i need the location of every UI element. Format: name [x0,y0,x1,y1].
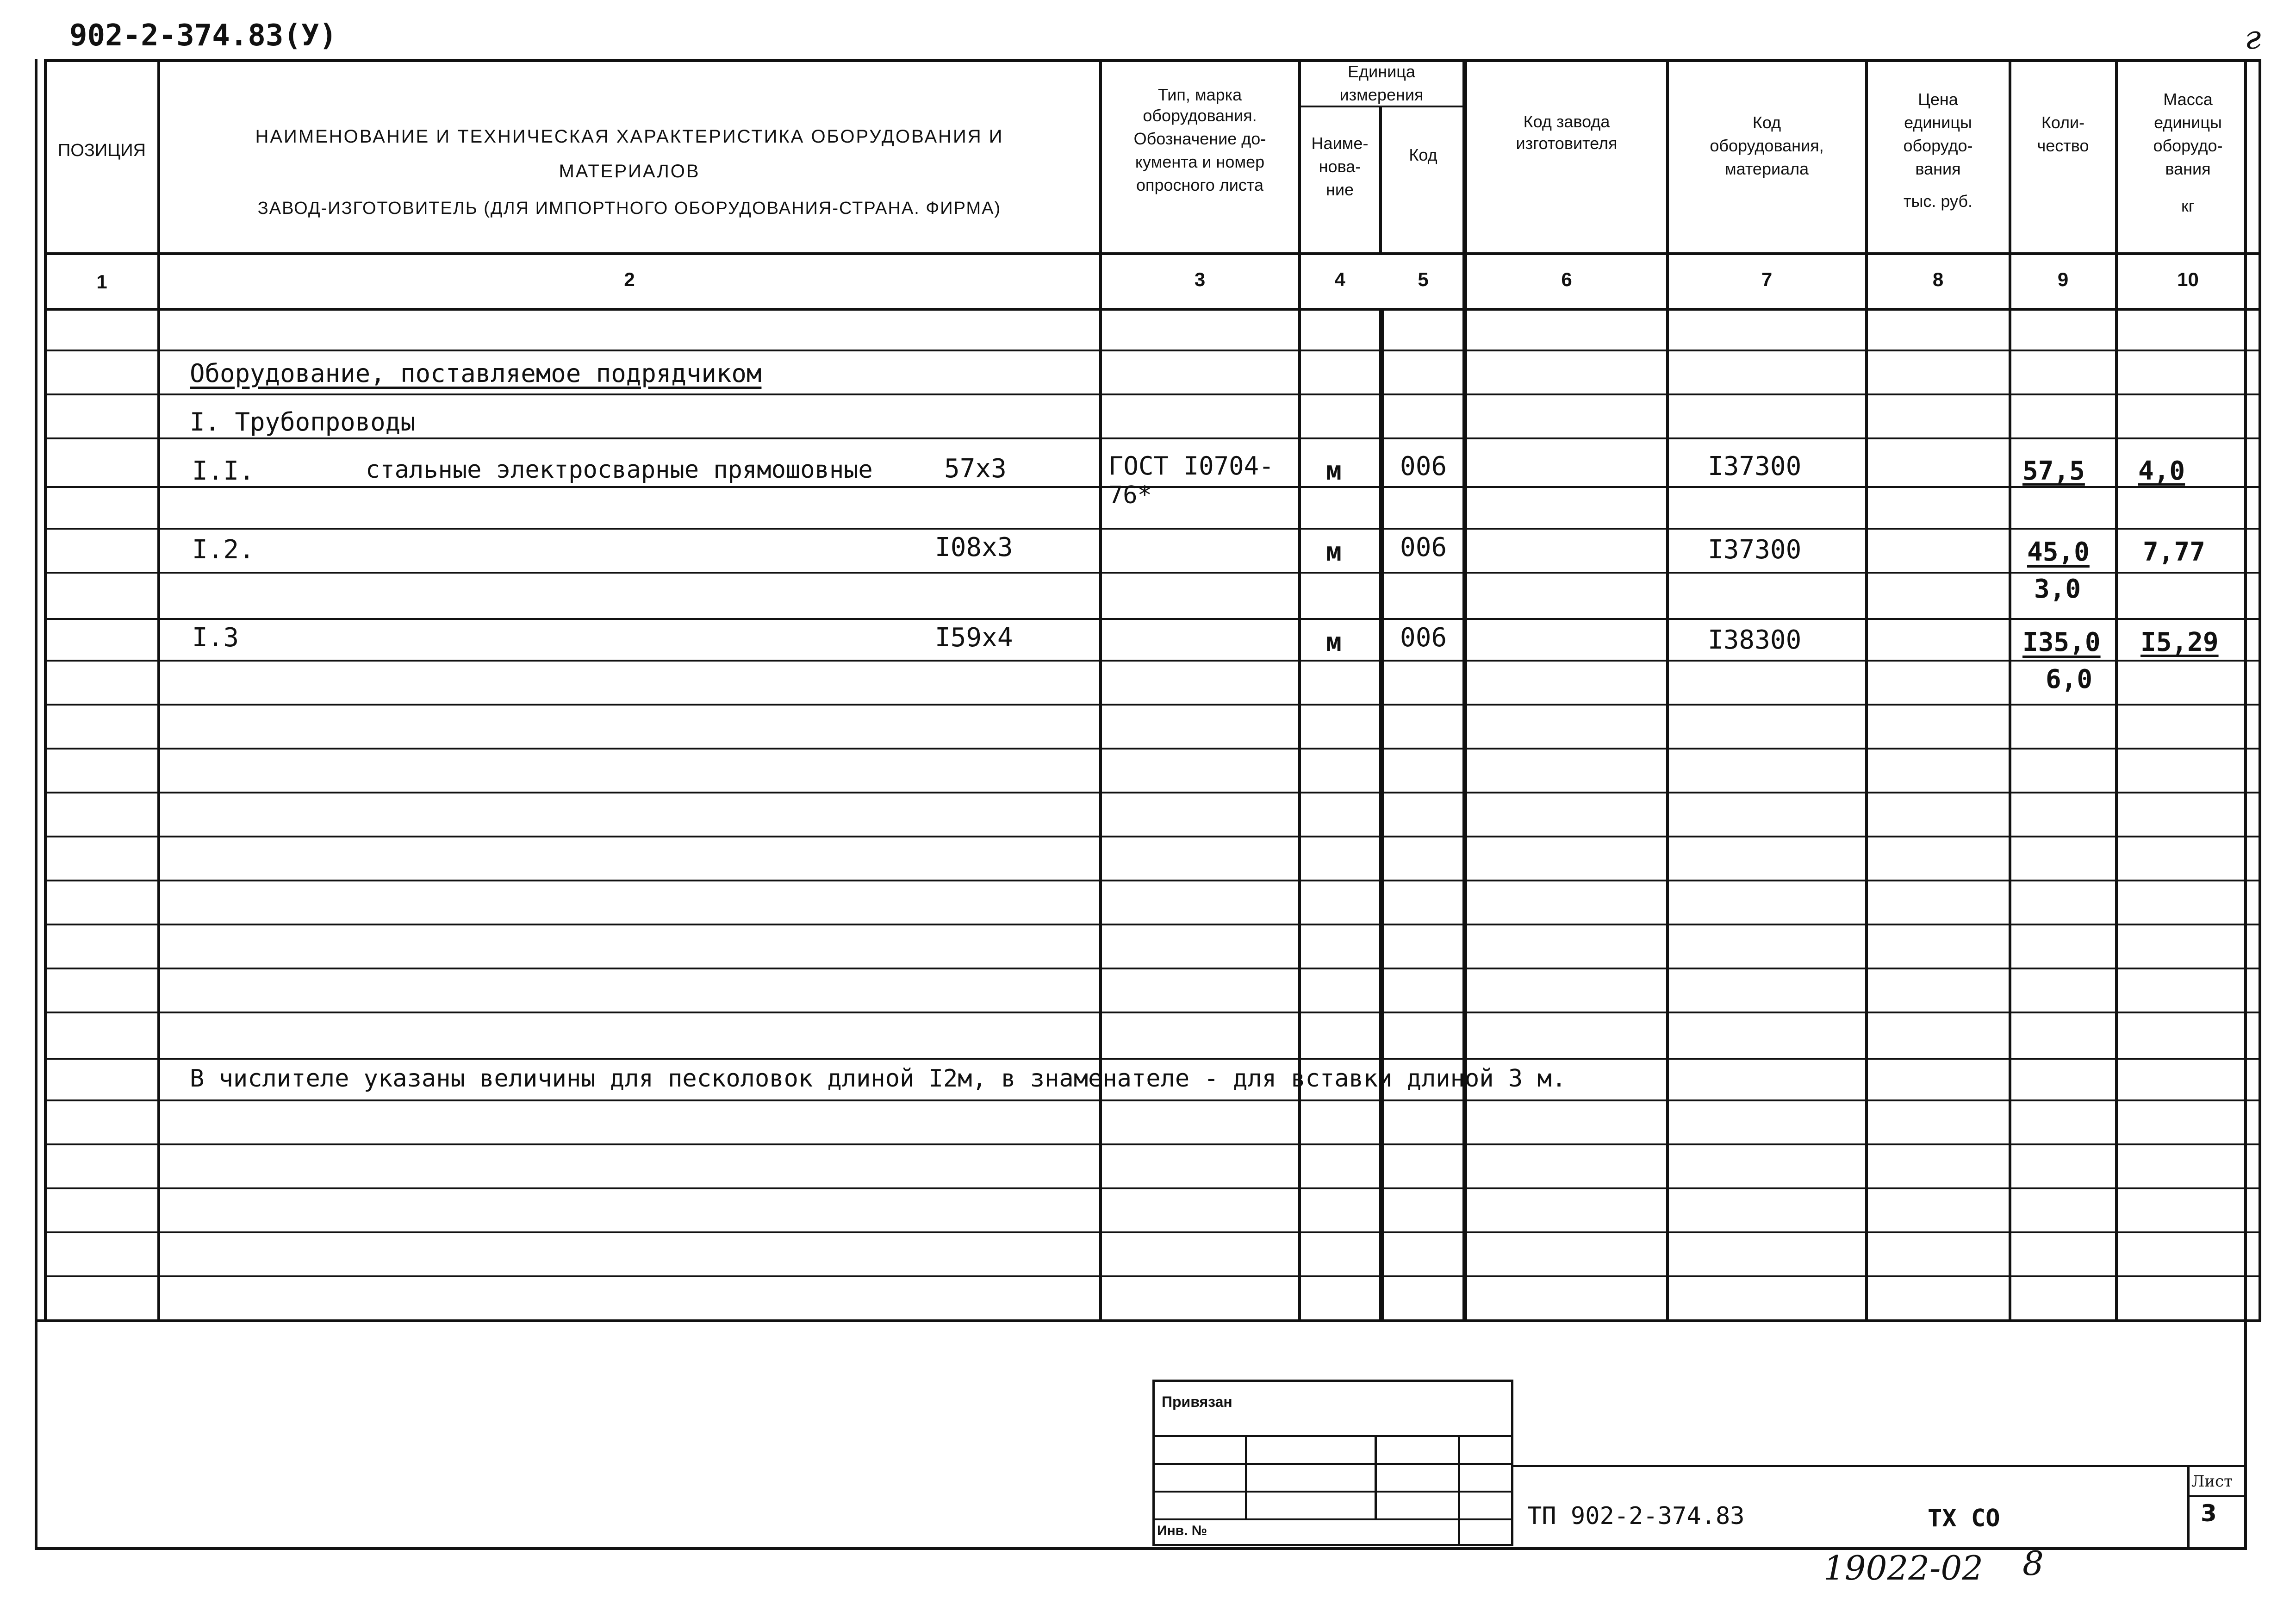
corner-mark: г [2245,19,2261,56]
stamp-line [1245,1435,1247,1518]
sheet-number: 3 [2201,1500,2217,1527]
stamp-attached-label: Привязан [1162,1393,1232,1410]
row-material-code: I37300 [1708,535,1802,565]
stamp-line [1375,1435,1377,1518]
column-number: 7 [1761,269,1773,290]
column-number: 4 [1334,269,1345,290]
row-position: I.2. [192,535,255,565]
column-numbers-bottom-line [44,308,2261,311]
row-unit: м [1326,627,1342,657]
document-code-top: 902-2-374.83(У) [69,19,337,53]
handwritten-archive-code: 19022-02 [1823,1549,1983,1587]
row-unit: м [1326,456,1342,486]
title-doc-code: ТП 902-2-374.83 [1527,1502,1745,1530]
handwritten-page-number: 8 [2022,1544,2044,1583]
section-title: Оборудование, поставляемое подрядчиком [190,359,762,388]
row-unit-code: 006 [1400,451,1447,481]
column-number: 8 [1932,269,1944,290]
column-number: 1 [96,271,107,293]
row-quantity: I35,0 [2022,627,2101,657]
row-size: I08х3 [935,532,1013,562]
row-quantity-denominator: 3,0 [2034,574,2081,604]
stamp-inv-label: Инв. № [1157,1523,1207,1538]
column-number: 10 [2177,269,2199,290]
header-name-line2: МАТЕРИАЛОВ [559,161,700,181]
row-unit-code: 006 [1400,623,1447,653]
row-document: ГОСТ I0704- [1108,451,1274,481]
row-unit-code: 006 [1400,532,1447,562]
column-number: 6 [1561,269,1572,290]
row-quantity-denominator: 6,0 [2046,664,2093,694]
row-quantity: 45,0 [2027,537,2090,567]
row-position: I.I. [192,456,255,486]
row-document-cont: 76* [1108,481,1152,509]
header-unit-code: Код [1409,145,1437,164]
row-mass: 4,0 [2138,456,2185,486]
row-material-code: I37300 [1708,451,1802,481]
row-position: I.3 [192,623,239,653]
header-name-line3: ЗАВОД-ИЗГОТОВИТЕЛЬ (ДЛЯ ИМПОРТНОГО ОБОРУДОВАНИЯ-СТРАНА. ФИРМА) [257,199,1002,218]
sheet-number-line [2187,1495,2247,1497]
stamp-line [1458,1435,1460,1546]
header-position: ПОЗИЦИЯ [58,141,146,160]
sheet-number-divider [2187,1465,2190,1550]
column-number: 3 [1194,269,1206,290]
row-name: стальные электросварные прямошовные [366,456,873,484]
row-unit: м [1326,537,1342,567]
column-number: 2 [624,269,635,290]
row-quantity: 57,5 [2022,456,2085,486]
table-top-border [44,59,2261,62]
title-block-top-line [1513,1465,2247,1467]
row-material-code: I38300 [1708,625,1802,655]
subsection-title: I. Трубопроводы [190,407,416,437]
header-name-line1: НАИМЕНОВАНИЕ И ТЕХНИЧЕСКАЯ ХАРАКТЕРИСТИКА ОБОРУДОВАНИЯ И [255,126,1004,147]
column-number: 5 [1418,269,1429,290]
column-number: 9 [2057,269,2069,290]
footnote: В числителе указаны величины для песколовок длиной I2м, в знаменателе - для вставки длиной 3 м. [190,1065,1567,1093]
row-size: I59х4 [935,623,1013,653]
sheet-label: Лист [2191,1472,2233,1491]
row-size: 57х3 [944,454,1007,484]
title-section: ТХ СО [1928,1505,2000,1532]
header-bottom-line [44,252,2261,255]
row-mass: I5,29 [2140,627,2219,657]
row-mass: 7,77 [2143,537,2205,567]
